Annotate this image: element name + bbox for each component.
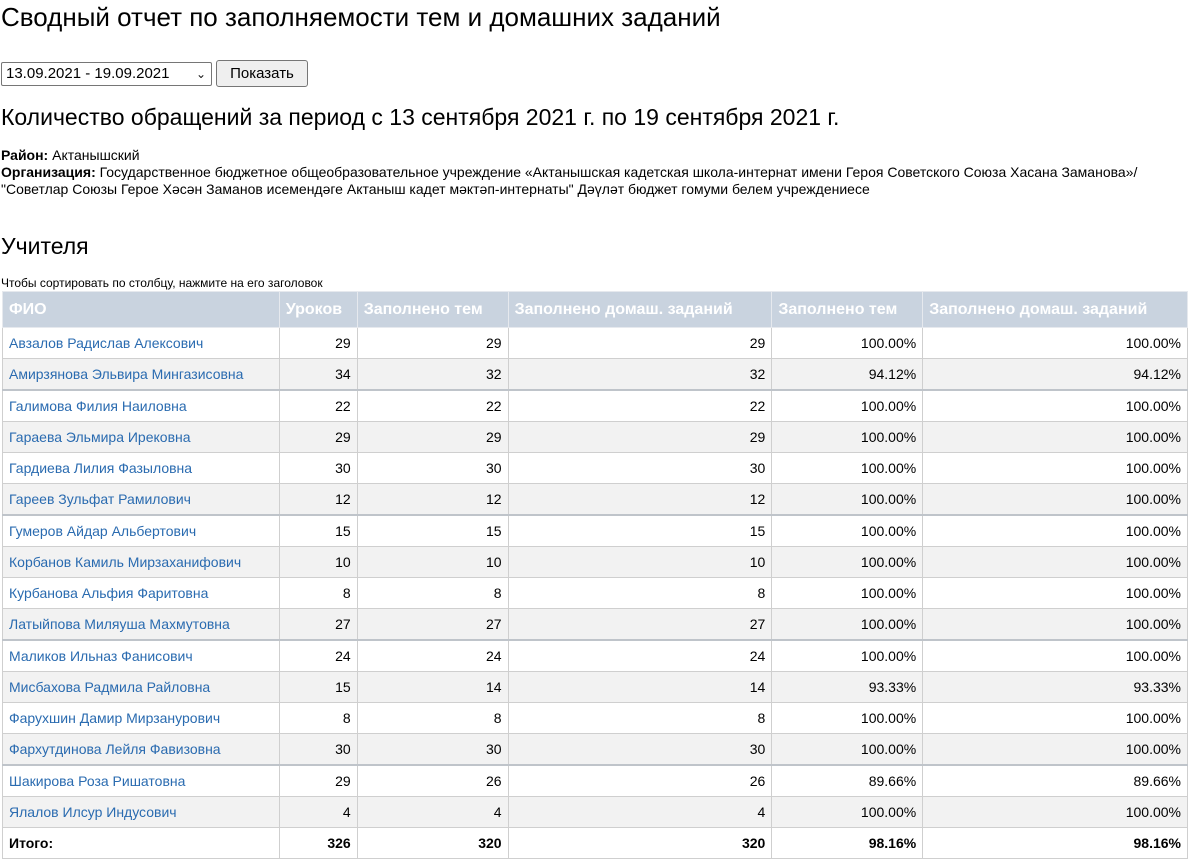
teacher-name-link[interactable]: Гареев Зульфат Рамилович xyxy=(9,491,191,507)
org-info xyxy=(1,147,1171,198)
column-header-lessons[interactable]: Уроков xyxy=(279,292,357,328)
topics-filled-cell: 30 xyxy=(357,453,508,484)
topics-filled-cell: 29 xyxy=(357,328,508,359)
table-row xyxy=(3,359,1188,391)
homework-percent-cell: 100.00% xyxy=(923,734,1188,766)
topics-percent-cell: 100.00% xyxy=(772,484,923,516)
homework-filled-cell: 8 xyxy=(508,703,772,734)
teacher-name-link[interactable]: Гумеров Айдар Альбертович xyxy=(9,523,197,539)
lessons-count-cell: 24 xyxy=(279,640,357,672)
lessons-count-cell: 34 xyxy=(279,359,357,391)
teacher-name-cell xyxy=(3,578,280,609)
topics-filled-cell: 14 xyxy=(357,672,508,703)
teacher-name-link[interactable]: Латыйпова Миляуша Махмутовна xyxy=(9,616,230,632)
column-header-topics-filled[interactable]: Заполнено тем xyxy=(357,292,508,328)
topics-percent-cell: 94.12% xyxy=(772,359,923,391)
topics-percent-cell: 93.33% xyxy=(772,672,923,703)
lessons-count-cell: 10 xyxy=(279,547,357,578)
total-topics-percent: 98.16% xyxy=(772,828,923,859)
lessons-count-cell: 30 xyxy=(279,734,357,766)
teachers-table xyxy=(2,291,1188,859)
homework-percent-cell: 100.00% xyxy=(923,390,1188,422)
teacher-name-cell xyxy=(3,453,280,484)
homework-filled-cell: 26 xyxy=(508,765,772,797)
topics-percent-cell: 100.00% xyxy=(772,515,923,547)
teacher-name-cell xyxy=(3,640,280,672)
topics-percent-cell: 100.00% xyxy=(772,578,923,609)
teacher-name-cell xyxy=(3,515,280,547)
homework-filled-cell: 10 xyxy=(508,547,772,578)
table-row xyxy=(3,734,1188,766)
homework-percent-cell: 100.00% xyxy=(923,578,1188,609)
column-header-homework-filled-percent[interactable]: Заполнено домаш. заданий xyxy=(923,292,1188,328)
teacher-name-link[interactable]: Маликов Ильназ Фанисович xyxy=(9,648,193,664)
column-header-name[interactable]: ФИО xyxy=(3,292,280,328)
topics-filled-cell: 27 xyxy=(357,609,508,641)
topics-percent-cell: 100.00% xyxy=(772,609,923,641)
total-lessons: 326 xyxy=(279,828,357,859)
teacher-name-cell xyxy=(3,328,280,359)
lessons-count-cell: 8 xyxy=(279,703,357,734)
table-row xyxy=(3,328,1188,359)
organization-label: Организация: xyxy=(1,164,96,180)
lessons-count-cell: 15 xyxy=(279,672,357,703)
teacher-name-link[interactable]: Фарухшин Дамир Мирзанурович xyxy=(9,710,221,726)
teacher-name-link[interactable]: Амирзянова Эльвира Мингазисовна xyxy=(9,366,244,382)
organization-value: Государственное бюджетное общеобразовательное учреждение «Актанышская кадетская школа-интернат имени Героя Советского Союза Хасана Заманова»/ "Советлар Союзы Герое Хәсән Заманов исемендәге Актаныш кадет мәктәп-интернаты" Дәүләт бюджет гомуми белем учреждениесе xyxy=(1,164,1138,197)
teacher-name-cell xyxy=(3,547,280,578)
total-homework-filled: 320 xyxy=(508,828,772,859)
total-label: Итого: xyxy=(3,828,280,859)
topics-percent-cell: 100.00% xyxy=(772,797,923,828)
table-row xyxy=(3,578,1188,609)
topics-filled-cell: 22 xyxy=(357,390,508,422)
teacher-name-cell xyxy=(3,797,280,828)
homework-percent-cell: 94.12% xyxy=(923,359,1188,391)
column-header-topics-filled-percent[interactable]: Заполнено тем xyxy=(772,292,923,328)
homework-filled-cell: 30 xyxy=(508,734,772,766)
topics-percent-cell: 89.66% xyxy=(772,765,923,797)
teacher-name-link[interactable]: Гараева Эльмира Ирековна xyxy=(9,429,191,445)
teacher-name-cell xyxy=(3,609,280,641)
district-label: Район: xyxy=(1,147,49,163)
homework-filled-cell: 12 xyxy=(508,484,772,516)
homework-filled-cell: 27 xyxy=(508,609,772,641)
period-select[interactable] xyxy=(1,62,212,86)
topics-percent-cell: 100.00% xyxy=(772,390,923,422)
teacher-name-cell xyxy=(3,422,280,453)
district-value: Актанышский xyxy=(52,147,140,163)
lessons-count-cell: 30 xyxy=(279,453,357,484)
homework-percent-cell: 100.00% xyxy=(923,609,1188,641)
teacher-name-link[interactable]: Фархутдинова Лейля Фавизовна xyxy=(9,741,221,757)
teacher-name-link[interactable]: Мисбахова Радмила Райловна xyxy=(9,679,211,695)
topics-percent-cell: 100.00% xyxy=(772,640,923,672)
homework-filled-cell: 30 xyxy=(508,453,772,484)
total-homework-percent: 98.16% xyxy=(923,828,1188,859)
topics-percent-cell: 100.00% xyxy=(772,453,923,484)
homework-percent-cell: 100.00% xyxy=(923,453,1188,484)
teacher-name-cell xyxy=(3,703,280,734)
lessons-count-cell: 12 xyxy=(279,484,357,516)
table-row xyxy=(3,422,1188,453)
homework-filled-cell: 4 xyxy=(508,797,772,828)
table-row xyxy=(3,765,1188,797)
table-row xyxy=(3,703,1188,734)
topics-filled-cell: 26 xyxy=(357,765,508,797)
homework-filled-cell: 29 xyxy=(508,328,772,359)
table-row xyxy=(3,390,1188,422)
homework-filled-cell: 32 xyxy=(508,359,772,391)
homework-percent-cell: 93.33% xyxy=(923,672,1188,703)
lessons-count-cell: 15 xyxy=(279,515,357,547)
topics-filled-cell: 4 xyxy=(357,797,508,828)
teacher-name-link[interactable]: Корбанов Камиль Мирзаханифович xyxy=(9,554,242,570)
organization-line xyxy=(1,164,1171,198)
lessons-count-cell: 29 xyxy=(279,422,357,453)
teacher-name-link[interactable]: Шакирова Роза Ришатовна xyxy=(9,773,186,789)
topics-filled-cell: 10 xyxy=(357,547,508,578)
topics-filled-cell: 30 xyxy=(357,734,508,766)
period-select-value: 13.09.2021 - 19.09.2021 xyxy=(6,65,170,82)
teacher-name-link[interactable]: Гардиева Лилия Фазыловна xyxy=(9,460,193,476)
table-row xyxy=(3,609,1188,641)
teacher-name-cell xyxy=(3,390,280,422)
topics-percent-cell: 100.00% xyxy=(772,328,923,359)
homework-filled-cell: 15 xyxy=(508,515,772,547)
homework-filled-cell: 29 xyxy=(508,422,772,453)
teacher-name-link[interactable]: Курбанова Альфия Фаритовна xyxy=(9,585,209,601)
teacher-name-cell xyxy=(3,359,280,391)
teacher-name-link[interactable]: Галимова Филия Наиловна xyxy=(9,398,187,414)
teacher-name-cell xyxy=(3,734,280,766)
homework-percent-cell: 100.00% xyxy=(923,640,1188,672)
topics-filled-cell: 8 xyxy=(357,703,508,734)
table-row xyxy=(3,640,1188,672)
table-row xyxy=(3,672,1188,703)
topics-percent-cell: 100.00% xyxy=(772,422,923,453)
teacher-name-cell xyxy=(3,672,280,703)
lessons-count-cell: 29 xyxy=(279,328,357,359)
topics-filled-cell: 32 xyxy=(357,359,508,391)
homework-percent-cell: 100.00% xyxy=(923,328,1188,359)
topics-filled-cell: 15 xyxy=(357,515,508,547)
homework-percent-cell: 100.00% xyxy=(923,422,1188,453)
homework-percent-cell: 100.00% xyxy=(923,547,1188,578)
homework-percent-cell: 100.00% xyxy=(923,484,1188,516)
chevron-down-icon: ⌄ xyxy=(195,67,206,81)
lessons-count-cell: 27 xyxy=(279,609,357,641)
homework-percent-cell: 100.00% xyxy=(923,515,1188,547)
homework-filled-cell: 22 xyxy=(508,390,772,422)
table-row xyxy=(3,453,1188,484)
lessons-count-cell: 22 xyxy=(279,390,357,422)
period-title: Количество обращений за период с 13 сентября 2021 г. по 19 сентября 2021 г. xyxy=(1,104,840,130)
topics-percent-cell: 100.00% xyxy=(772,547,923,578)
lessons-count-cell: 8 xyxy=(279,578,357,609)
homework-filled-cell: 8 xyxy=(508,578,772,609)
table-row xyxy=(3,484,1188,516)
total-topics-filled: 320 xyxy=(357,828,508,859)
teacher-name-cell xyxy=(3,765,280,797)
topics-percent-cell: 100.00% xyxy=(772,703,923,734)
topics-percent-cell: 100.00% xyxy=(772,734,923,766)
table-row xyxy=(3,515,1188,547)
table-header-row xyxy=(3,292,1188,328)
table-row xyxy=(3,547,1188,578)
district-line xyxy=(1,147,1171,164)
page-title: Сводный отчет по заполняемости тем и домашних заданий xyxy=(1,2,721,32)
table-row xyxy=(3,797,1188,828)
sort-hint: Чтобы сортировать по столбцу, нажмите на его заголовок xyxy=(1,276,323,290)
lessons-count-cell: 29 xyxy=(279,765,357,797)
topics-filled-cell: 8 xyxy=(357,578,508,609)
homework-filled-cell: 24 xyxy=(508,640,772,672)
homework-filled-cell: 14 xyxy=(508,672,772,703)
show-button[interactable]: Показать xyxy=(216,60,308,87)
homework-percent-cell: 89.66% xyxy=(923,765,1188,797)
topics-filled-cell: 24 xyxy=(357,640,508,672)
topics-filled-cell: 29 xyxy=(357,422,508,453)
teacher-name-link[interactable]: Ялалов Илсур Индусович xyxy=(9,804,177,820)
section-title-teachers: Учителя xyxy=(1,233,89,259)
homework-percent-cell: 100.00% xyxy=(923,797,1188,828)
topics-filled-cell: 12 xyxy=(357,484,508,516)
homework-percent-cell: 100.00% xyxy=(923,703,1188,734)
lessons-count-cell: 4 xyxy=(279,797,357,828)
column-header-homework-filled[interactable]: Заполнено домаш. заданий xyxy=(508,292,772,328)
teacher-name-cell xyxy=(3,484,280,516)
teacher-name-link[interactable]: Авзалов Радислав Алексович xyxy=(9,335,204,351)
